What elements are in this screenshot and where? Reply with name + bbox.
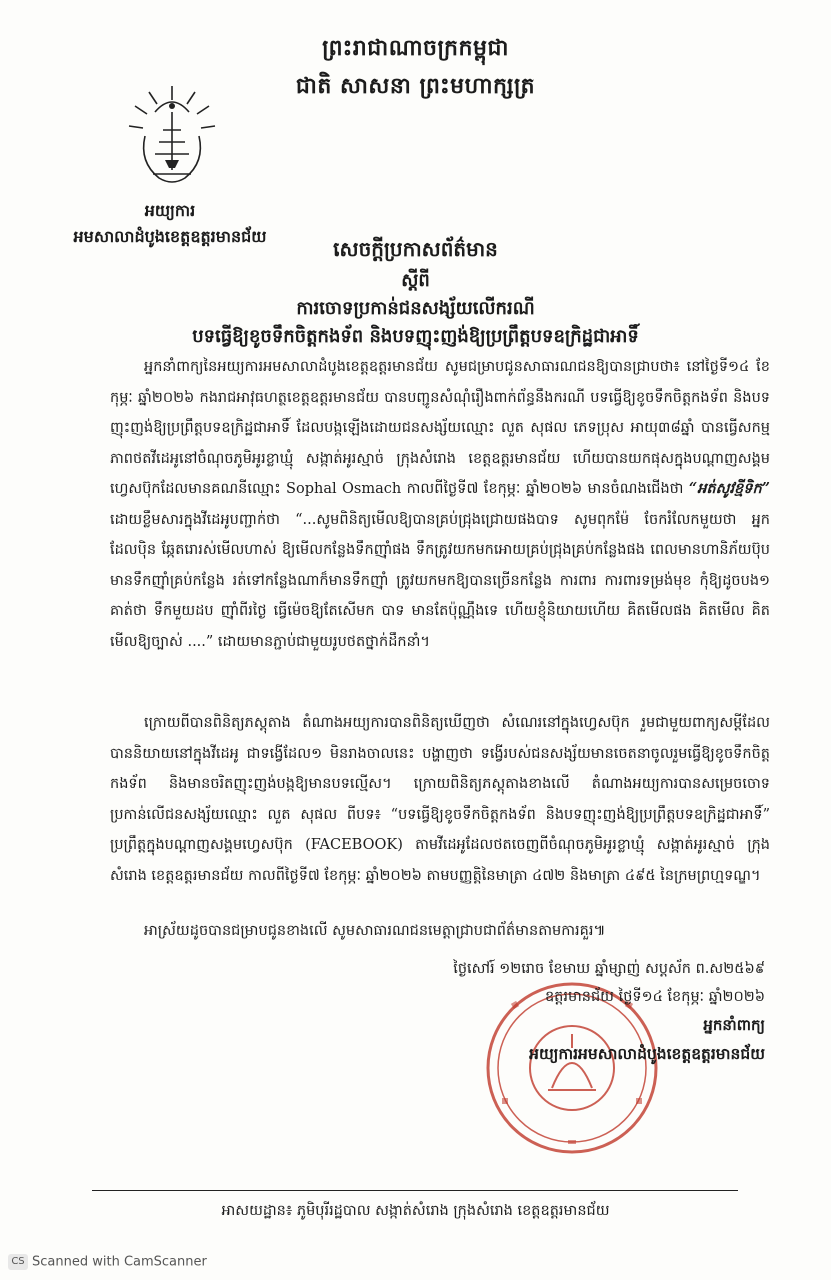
camscanner-logo-icon: CS: [8, 1254, 28, 1270]
date-lunar: ថ្ងៃសៅរ៍ ១២រោច ខែមាឃ ឆ្នាំម្សាញ់ សប្តស័ក ព.ស២៥៦៩: [453, 961, 765, 977]
signatory-role: អ្នកនាំពាក្យ: [703, 1016, 765, 1034]
document-subject-line-1: ការចោទប្រកាន់ជនសង្ស័យលើករណី: [296, 298, 535, 319]
issuer-court: អមសាលាដំបូងខេត្តឧត្តរមានជ័យ: [73, 227, 267, 246]
date-solar: ឧត្តរមានជ័យ ថ្ងៃទី១៤ ខែកុម្ភៈ ឆ្នាំ២០២៦: [544, 989, 765, 1005]
document-title: សេចក្តីប្រកាសព័ត៌មាន: [333, 237, 498, 261]
paragraph-1-video-title: “អត់សូវខ្មីទិក”: [688, 480, 770, 497]
kingdom-heading: ព្រះរាជាណាចក្រកម្ពុជា: [322, 35, 509, 61]
footer-address: អាសយដ្ឋាន៖ ភូមិបុរីរដ្ឋបាល សង្កាត់សំរោង ក្រុងសំរោង ខេត្តឧត្តរមានជ័យ: [221, 1203, 610, 1219]
body-paragraph-1: [110, 352, 770, 657]
paragraph-1-text-b: ដោយខ្លឹមសារក្នុងវីដេអូបញ្ជាក់ថា “...សូមពិនិត្យមើលឱ្យបានគ្រប់ជ្រុងជ្រោយផងបាទ សូមពុកម៉ែ ចែករំលែកមួយថា អ្នកដែលបុិន ឆ្កែតរោរស់មើលហាស់ ឱ្យមើលកន្លែងទឹកញ៉ាំផង ទឹកត្រូវយកមកអោយគ្រប់ជ្រុងគ្រប់កន្លែងផង ពេលមានហានិភ័យប៊ុប មានទឹកញ៉ាំគ្រប់កន្លែង រត់ទៅកន្លែងណាក៏មានទឹកញ៉ាំ ត្រូវយកមកឱ្យបានច្រើនកន្លែង ការពារ ការពារទម្រង់មុខ កុំឱ្យដូចបង១ គាត់ថា ទឹកមួយដប ញ៉ាំពីរថ្ងៃ ធ្វើម៉េចឱ្យតែសើមក បាទ មានតែប៉ុណ្ណឹងទេ ហើយខ្ញុំនិយាយហើយ គិតមើលផង គិតមើល គិតមើលឱ្យច្បាស់ ....” ដោយមានភ្ជាប់ជាមួយរូបថតថ្នាក់ដឹកនាំ។: [110, 511, 770, 650]
scanner-watermark-text: Scanned with CamScanner: [32, 1254, 207, 1270]
document-subject-line-2: បទធ្វើឱ្យខូចទឹកចិត្តកងទ័ព និងបទញុះញង់ឱ្យប្រព្រឹត្តបទឧក្រិដ្ឋជាអាទិ៍: [192, 326, 639, 347]
footer-divider: [92, 1190, 738, 1191]
scanner-watermark: [8, 1254, 207, 1270]
body-paragraph-2: ក្រោយពីបានពិនិត្យភស្តុតាង តំណាងអយ្យការបានពិនិត្យឃើញថា សំណេរនៅក្នុងហ្វេសប៊ុក រួមជាមួយពាក្យសម្តីដែលបាននិយាយនៅក្នុងវីដេអូ ជាទង្វើដែល១ មិនរាងចាលនេះ បង្ហាញថា ទង្វើរបស់ជនសង្ស័យមានចេតនាចូលរួមធ្វើឱ្យខូចទឹកចិត្តកងទ័ព និងមានចរិតញុះញង់បង្កឱ្យមានបទល្មើស។ ក្រោយពិនិត្យភស្តុតាងខាងលើ តំណាងអយ្យការបានសម្រេចចោទប្រកាន់លើជនសង្ស័យឈ្មោះ លួត សុផល ពីបទ៖ “បទធ្វើឱ្យខូចទឹកចិត្តកងទ័ព និងបទញុះញង់ឱ្យប្រព្រឹត្តបទឧក្រិដ្ឋជាអាទិ៍” ប្រព្រឹត្តក្នុងបណ្តាញសង្គមហ្វេសប៊ុក (FACEBOOK) តាមវីដេអូដែលថតចេញពីចំណុចភូមិអូរខ្លាឃ្មុំ សង្កាត់អូរស្មាច់ ក្រុងសំរោង ខេត្តឧត្តរមានជ័យ កាលពីថ្ងៃទី៧ ខែកុម្ភៈ ឆ្នាំ២០២៦ តាមបញ្ញត្តិនៃមាត្រា ៤៧២ និងមាត្រា ៤៩៥ នៃក្រមព្រហ្មទណ្ឌ។: [110, 715, 770, 884]
national-motto: ជាតិ សាសនា ព្រះមហាក្សត្រ: [295, 73, 536, 99]
issuer-title: អយ្យការ: [144, 201, 196, 220]
royal-emblem-icon: [125, 82, 220, 192]
document-about: ស្តីពី: [401, 270, 430, 291]
signatory-organization: អយ្យការអមសាលាដំបូងខេត្តឧត្តរមានជ័យ: [529, 1044, 765, 1063]
body-paragraph-3: អាស្រ័យដូចបានជម្រាបជូនខាងលើ សូមសាធារណជនមេត្តាជ្រាបជាព័ត៌មានតាមការគួរ៕: [144, 923, 606, 939]
paragraph-1-text-a: អ្នកនាំពាក្យនៃអយ្យការអមសាលាដំបូងខេត្តឧត្តរមានជ័យ សូមជម្រាបជូនសាធារណជនឱ្យបានជ្រាបថា៖ នៅថ្ងៃទី១៤ ខែកុម្ភៈ ឆ្នាំ២០២៦ កងរាជអាវុធហត្ថខេត្តឧត្តរមានជ័យ បានបញ្ជូនសំណុំរឿងពាក់ព័ន្ធនឹងករណី បទធ្វើឱ្យខូចទឹកចិត្តកងទ័ព និងបទញុះញង់ឱ្យប្រព្រឹត្តបទឧក្រិដ្ឋជាអាទិ៍ ដែលបង្កឡើងដោយជនសង្ស័យឈ្មោះ លួត សុផល ភេទប្រុស អាយុ៣៨ឆ្នាំ បានធ្វើសកម្មភាពថតវីដេអូនៅចំណុចភូមិអូរខ្លាឃ្មុំ សង្កាត់អូរស្មាច់ ក្រុងសំរោង ខេត្តឧត្តរមានជ័យ ហើយបានយកផុសក្នុងបណ្តាញសង្គមហ្វេសប៊ុកដែលមានគណនីឈ្មោះ Sophal Osmach កាលពីថ្ងៃទី៧ ខែកុម្ភៈ ឆ្នាំ២០២៦ មានចំណងជើងថា: [110, 359, 770, 497]
